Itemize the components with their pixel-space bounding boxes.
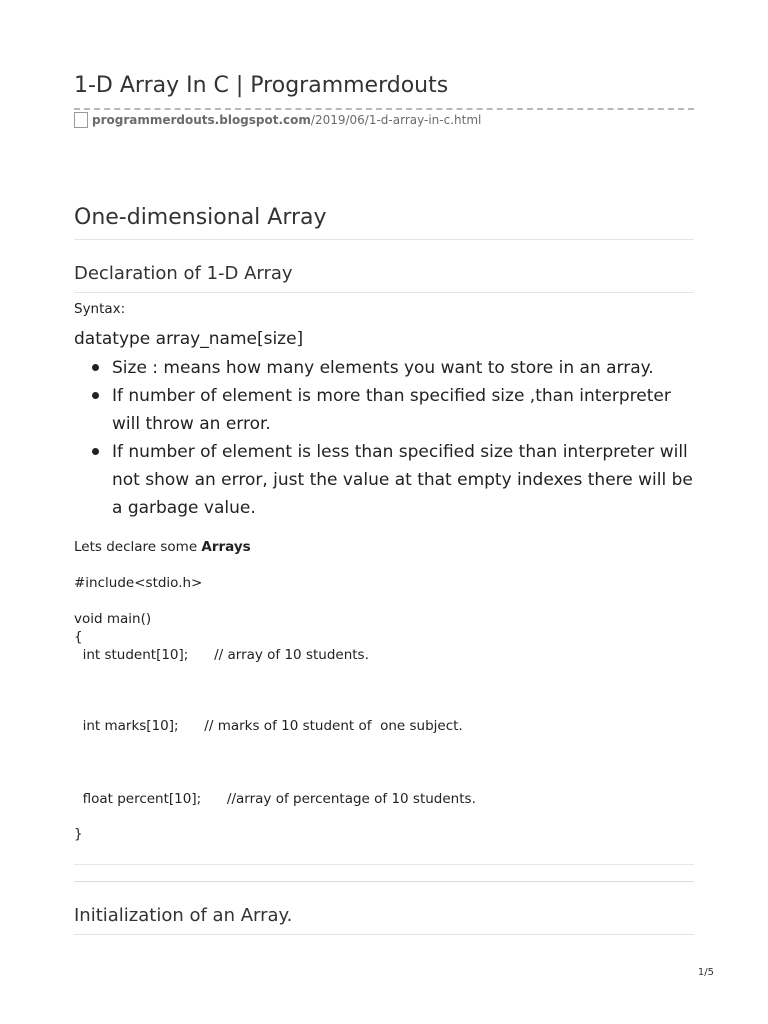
lets-declare-text xyxy=(74,537,251,557)
bullet-dot-icon xyxy=(92,392,99,399)
syntax-text: datatype array_name[size] xyxy=(74,329,304,349)
code-line-student: int student[10]; // array of 10 students. xyxy=(74,647,369,663)
page-number: 1/5 xyxy=(697,967,714,978)
section-heading-one-dimensional-array: One-dimensional Array xyxy=(74,203,694,240)
lets-declare-bold: Arrays xyxy=(201,539,251,555)
list-item xyxy=(74,382,694,438)
page-icon xyxy=(74,112,88,128)
code-main-signature: void main() xyxy=(74,611,152,627)
list-item-text: If number of element is more than specified size ,than interpreter will throw an error. xyxy=(112,386,671,434)
code-close-brace: } xyxy=(74,826,83,842)
lets-declare-prefix: Lets declare some xyxy=(74,539,202,555)
code-line-marks: int marks[10]; // marks of 10 student of one subject. xyxy=(74,718,463,734)
divider xyxy=(74,864,694,865)
syntax-label: Syntax: xyxy=(74,301,126,317)
list-item xyxy=(74,354,694,382)
code-open-brace: { xyxy=(74,629,83,645)
bullet-list xyxy=(74,354,694,522)
code-line-percent: float percent[10]; //array of percentage of 10 students. xyxy=(74,791,476,807)
bullet-dot-icon xyxy=(92,364,99,371)
subheading-initialization: Initialization of an Array. xyxy=(74,903,694,935)
subheading-declaration: Declaration of 1-D Array xyxy=(74,261,694,293)
source-domain: programmerdouts.blogspot.com xyxy=(92,113,311,127)
list-item-text: Size : means how many elements you want to store in an array. xyxy=(112,358,654,378)
divider xyxy=(74,881,694,882)
code-include: #include<stdio.h> xyxy=(74,575,203,591)
source-path: /2019/06/1-d-array-in-c.html xyxy=(310,113,482,127)
source-url[interactable] xyxy=(74,111,481,129)
bullet-dot-icon xyxy=(92,448,99,455)
list-item xyxy=(74,438,694,522)
document-title: 1-D Array In C | Programmerdouts xyxy=(74,70,694,110)
list-item-text: If number of element is less than specified size than interpreter will not show an error, just the value at that empty indexes there will be a garbage value. xyxy=(112,442,693,518)
